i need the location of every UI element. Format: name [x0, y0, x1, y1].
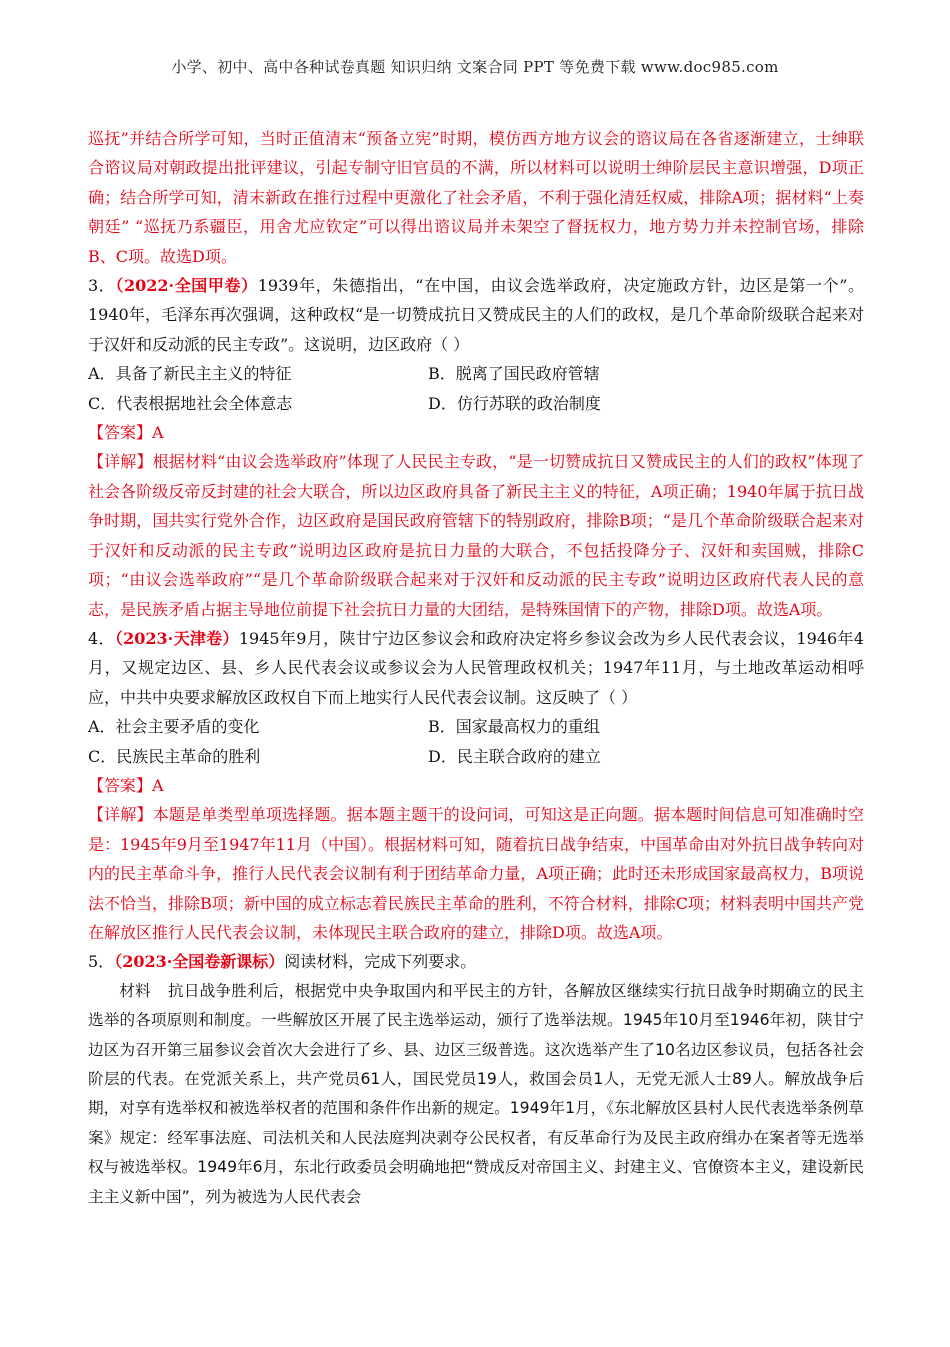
option-c: C．民族民主革命的胜利 — [88, 746, 261, 766]
document-body — [88, 124, 864, 1212]
option-a: A．社会主要矛盾的变化 — [88, 717, 260, 737]
question-number: 5． — [88, 952, 115, 972]
question-3 — [88, 271, 864, 624]
option-b: B．国家最高权力的重组 — [428, 717, 600, 737]
detail-label: 【详解】 — [88, 452, 153, 472]
question-text: 阅读材料，完成下列要求。 — [284, 952, 477, 972]
option-d: D．仿行苏联的政治制度 — [428, 393, 601, 413]
question-text: 1939年，朱德指出，“在中国，由议会选举政府，决定施政方针，边区是第一个”。1940年，毛泽东再次强调，这种政权“是一切赞成抗日又赞成民主的人们的政权，是几个革命阶级联合起来对于汉奸和反动派的民主专政”。这说明，边区政府（ ） — [88, 276, 864, 354]
detail — [88, 800, 864, 947]
detail-label: 【详解】 — [88, 805, 153, 825]
answer: 【答案】A — [88, 775, 164, 795]
question-stem — [88, 624, 864, 712]
option-c: C．代表根据地社会全体意志 — [88, 393, 293, 413]
material-text — [88, 977, 864, 1212]
option-b: B．脱离了国民政府管辖 — [428, 364, 600, 384]
detail — [88, 447, 864, 623]
question-5 — [88, 947, 864, 1212]
question-source: （2023·全国卷新课标） — [114, 952, 285, 972]
question-4 — [88, 624, 864, 947]
option-d: D．民主联合政府的建立 — [428, 746, 601, 766]
material-label: 材料 — [119, 981, 151, 1000]
options — [88, 712, 864, 771]
question-stem — [88, 271, 864, 359]
question-text: 1945年9月，陕甘宁边区参议会和政府决定将乡参议会改为乡人民代表会议，1946年4月，又规定边区、县、乡人民代表会议或参议会为人民管理政权机关；1947年11月，与土地改革运动相呼应，中共中央要求解放区政权自下而上地实行人民代表会议制。这反映了（ ） — [88, 628, 864, 707]
previous-detail-text: 巡抚”并结合所学可知，当时正值清末“预备立宪”时期，模仿西方地方议会的谘议局在各省逐渐建立，士绅联合谘议局对朝政提出批评建议，引起专制守旧官员的不满，所以材料可以说明士绅阶层民主意识增强，D项正确；结合所学可知，清末新政在推行过程中更激化了社会矛盾，不利于强化清廷权威，排除A项；据材料“上奏朝廷” “巡抚乃系疆臣，用舍尤应钦定”可以得出谘议局并未架空了督抚权力，地方势力并未控制官场，排除B、C项。故选D项。 — [88, 129, 864, 266]
question-source: （2022·全国甲卷） — [115, 276, 258, 296]
detail-text: 根据材料“由议会选举政府”体现了人民民主专政，“是一切赞成抗日又赞成民主的人们的政权”体现了社会各阶级反帝反封建的社会大联合，所以边区政府具备了新民主主义的特征，A项正确；1940年属于抗日战争时期，国共实行党外合作，边区政府是国民政府管辖下的特别政府，排除B项；“是几个革命阶级联合起来对于汉奸和反动派的民主专政”说明边区政府是抗日力量的大联合，不包括投降分子、汉奸和卖国贼，排除C项；“由议会选举政府”“是几个革命阶级联合起来对于汉奸和反动派的民主专政”说明边区政府代表人民的意志，是民族矛盾占据主导地位前提下社会抗日力量的大团结，是特殊国情下的产物，排除D项。故选A项。 — [88, 452, 864, 619]
page-header: 小学、初中、高中各种试卷真题 知识归纳 文案合同 PPT 等免费下载 www.doc985.com — [171, 58, 779, 76]
question-source: （2023·天津卷） — [114, 628, 239, 648]
detail-text: 本题是单类型单项选择题。据本题主题干的设问词，可知这是正向题。据本题时间信息可知准确时空是：1945年9月至1947年11月（中国）。根据材料可知，随着抗日战争结束，中国革命由对外抗日战争转向对内的民主革命斗争，推行人民代表会议制有利于团结革命力量，A项正确；此时还未形成国家最高权力，B项说法不恰当，排除B项；新中国的成立标志着民族民主革命的胜利，不符合材料，排除C项；材料表明中国共产党在解放区推行人民代表会议制，未体现民主联合政府的建立，排除D项。故选A项。 — [88, 805, 865, 942]
question-stem — [88, 947, 864, 976]
question-number: 3． — [88, 276, 116, 296]
question-number: 4． — [88, 628, 115, 648]
option-a: A．具备了新民主主义的特征 — [88, 364, 292, 384]
options — [88, 359, 864, 418]
answer: 【答案】A — [88, 423, 164, 443]
material-body: 抗日战争胜利后，根据党中央争取国内和平民主的方针，各解放区继续实行抗日战争时期确立的民主选举的各项原则和制度。一些解放区开展了民主选举运动，颁行了选举法规。1945年10月至1946年初，陕甘宁边区为召开第三届参议会首次大会进行了乡、县、边区三级普选。这次选举产生了10名边区参议员，包括各社会阶层的代表。在党派关系上，共产党员61人，国民党员19人，救国会员1人，无党无派人士89人。解放战争后期，对享有选举权和被选举权者的范围和条件作出新的规定。1949年1月，《东北解放区县村人民代表选举条例草案》规定：经军事法庭、司法机关和人民法庭判决剥夺公民权者，有反革命行为及民主政府缉办在案者等无选举权与被选举权。1949年6月，东北行政委员会明确地把“赞成反对帝国主义、封建主义、官僚资本主义，建设新民主主义新中国”，列为被选为人民代表会 — [88, 981, 864, 1206]
